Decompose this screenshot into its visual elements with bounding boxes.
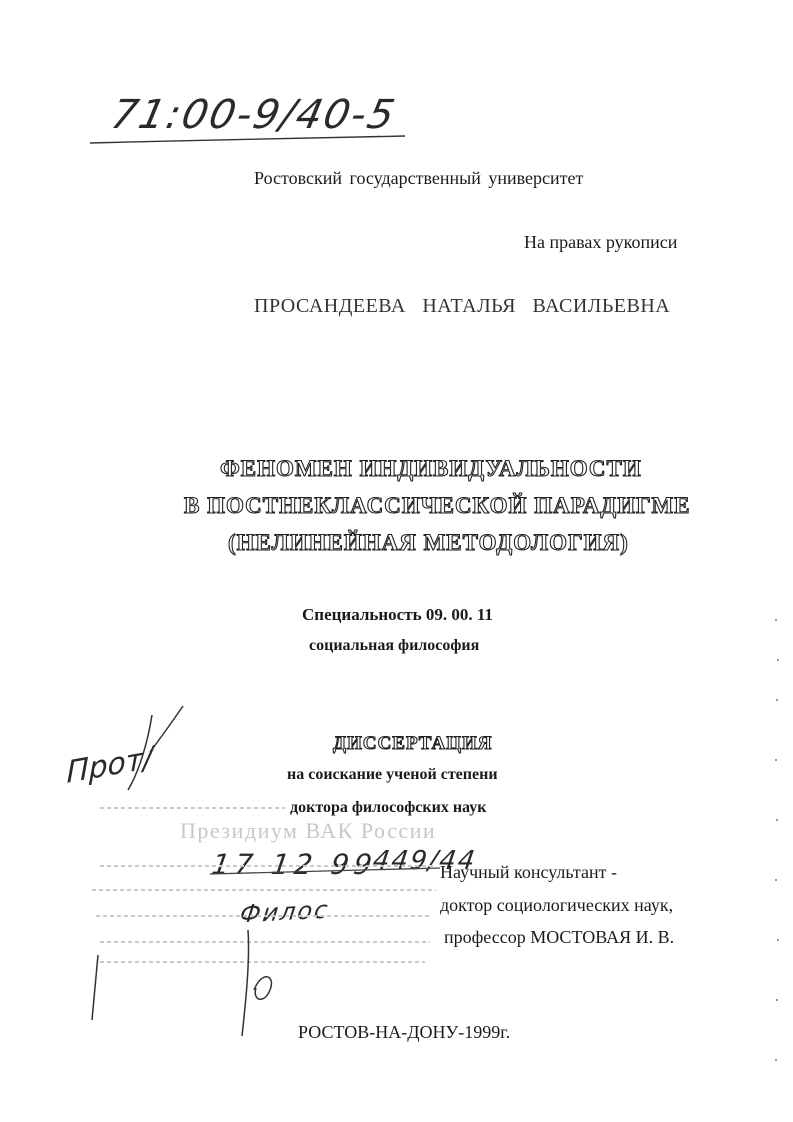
handwritten-signature-word: Филос	[238, 895, 332, 929]
manuscript-rights: На правах рукописи	[524, 232, 678, 252]
specialty-code: Специальность 09. 00. 11	[302, 605, 493, 624]
university-name: Ростовский государственный университет	[254, 168, 584, 188]
dissertation-title-line-3: (НЕЛИНЕЙНАЯ МЕТОДОЛОГИЯ)	[228, 530, 629, 555]
margin-pen-mark-1	[128, 715, 152, 790]
stamp-date: 17 12 99	[209, 848, 380, 881]
stamp-rows	[92, 808, 436, 962]
stamp-number: 449/44	[370, 846, 479, 876]
consultant-name: профессор МОСТОВАЯ И. В.	[444, 927, 675, 947]
scan-edge-dots	[775, 619, 779, 1061]
stamp-title: Президиум ВАК России	[180, 818, 437, 843]
archive-code-underline	[90, 136, 405, 143]
author-name: ПРОСАНДЕЕВА НАТАЛЬЯ ВАСИЛЬЕВНА	[254, 295, 671, 317]
degree-purpose: на соискание ученой степени	[287, 766, 498, 783]
dissertation-title-line-1: ФЕНОМЕН ИНДИВИДУАЛЬНОСТИ	[220, 456, 642, 481]
date-underline	[210, 868, 440, 874]
city-year: РОСТОВ-НА-ДОНУ-1999г.	[298, 1022, 511, 1042]
degree-name: доктора философских наук	[290, 799, 487, 816]
dissertation-heading: ДИССЕРТАЦИЯ	[333, 733, 493, 754]
handwritten-margin-note: Прот/	[66, 740, 153, 791]
margin-pen-mark-2	[150, 706, 183, 752]
margin-pen-mark-3	[92, 955, 98, 1020]
consultant-degree: доктор социологических наук,	[440, 895, 674, 915]
consultant-role: Научный консультант -	[440, 862, 617, 882]
handwritten-archive-code: 71:00-9/40-5	[107, 92, 401, 138]
dissertation-title-line-2: В ПОСТНЕКЛАССИЧЕСКОЙ ПАРАДИГМЕ	[184, 493, 691, 518]
signature-scribble	[242, 930, 271, 1036]
specialty-name: социальная философия	[309, 637, 480, 654]
